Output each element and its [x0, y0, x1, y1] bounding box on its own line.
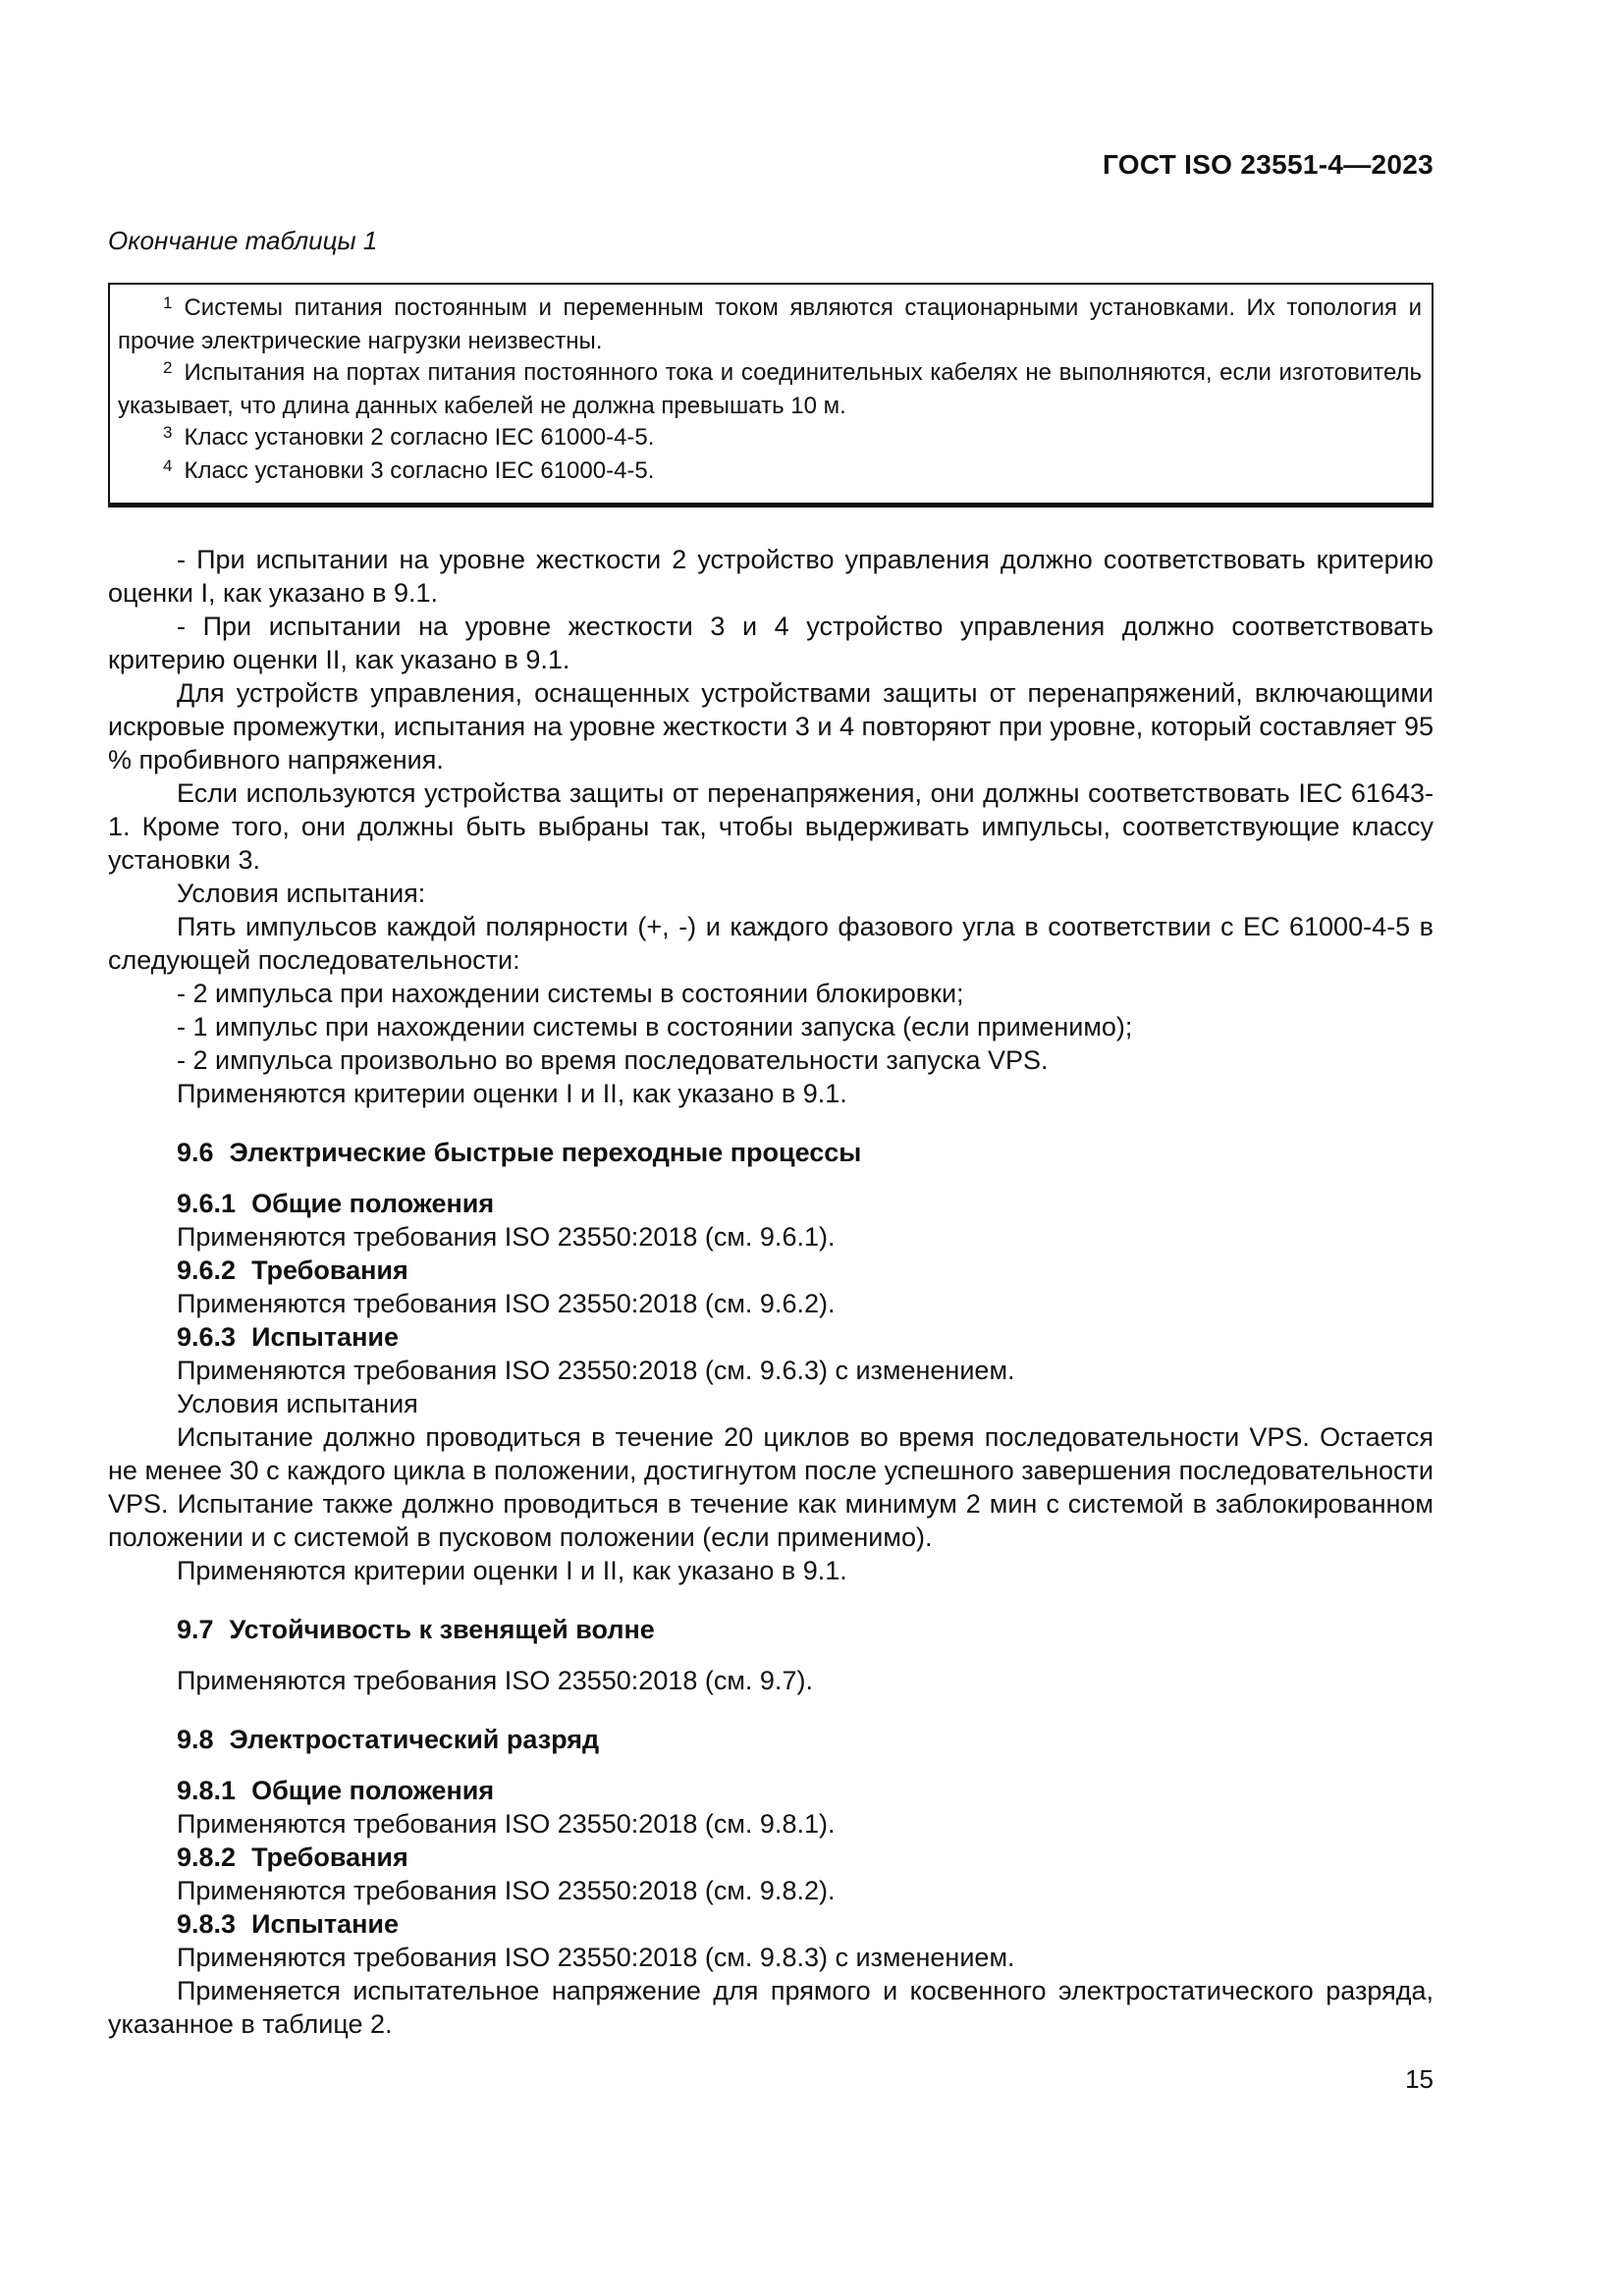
section-heading: [108, 1613, 1434, 1646]
heading-number: 9.6.3: [177, 1322, 237, 1352]
heading-title: Электрические быстрые переходные процессы: [229, 1138, 862, 1167]
document-code-header: ГОСТ ISO 23551-4—2023: [1102, 149, 1434, 180]
paragraph: Применяются требования ISO 23550:2018 (см. 9.7).: [177, 1666, 813, 1695]
paragraph: Для устройств управления, оснащенных устройствами защиты от перенапряжений, включающими искровые промежутки, испытания на уровне жесткости 3 и 4 повторяют при уровне, который составляет 95 % пробивного напряжения.: [108, 678, 1434, 774]
footnote-number: 4: [163, 456, 173, 475]
subsection-heading: [108, 1774, 1434, 1807]
subsection-heading: [108, 1841, 1434, 1874]
footnote-number: 1: [163, 294, 173, 312]
heading-number: 9.6: [177, 1138, 214, 1167]
paragraph: Применяется испытательное напряжение для прямого и косвенного электростатического разряда, указанное в таблице 2.: [108, 1976, 1434, 2039]
paragraph: Применяются требования ISO 23550:2018 (см. 9.8.1).: [177, 1809, 836, 1839]
heading-title: Общие положения: [251, 1189, 495, 1218]
table-footnote: [118, 422, 1422, 455]
paragraph: Применяются требования ISO 23550:2018 (см. 9.6.3) с изменением.: [177, 1356, 1015, 1385]
paragraph: - При испытании на уровне жесткости 2 устройство управления должно соответствовать критерию оценки I, как указано в 9.1.: [108, 545, 1434, 608]
paragraph: Применяются требования ISO 23550:2018 (см. 9.6.2).: [177, 1289, 836, 1318]
paragraph: Испытание должно проводиться в течение 20 циклов во время последовательности VPS. Остается не менее 30 с каждого цикла в положении, достигнутом после успешного завершения последовательности VPS. Испытание также должно проводиться в течение как минимум 2 мин с системой в заблокированном положении и с системой в пусковом положении (если применимо).: [108, 1422, 1434, 1552]
heading-title: Общие положения: [251, 1776, 495, 1805]
heading-number: 9.8: [177, 1725, 214, 1754]
table-footnote: [118, 455, 1422, 489]
table-footnote: [118, 293, 1422, 357]
heading-number: 9.6.2: [177, 1255, 237, 1285]
heading-title: Электростатический разряд: [229, 1725, 600, 1754]
paragraph: Применяются требования ISO 23550:2018 (см. 9.6.1).: [177, 1222, 836, 1252]
section-heading: [108, 1136, 1434, 1169]
table-footnote: [118, 357, 1422, 422]
paragraph: - 1 импульс при нахождении системы в состоянии запуска (если применимо);: [177, 1012, 1133, 1041]
paragraph: Применяются требования ISO 23550:2018 (см. 9.8.2).: [177, 1876, 836, 1905]
heading-title: Требования: [251, 1842, 408, 1872]
page-number: 15: [1405, 2064, 1434, 2094]
footnote-text: Системы питания постоянным и переменным током являются стационарными установками. Их топология и прочие электрические нагрузки неизвестны.: [118, 294, 1422, 354]
subsection-heading: [108, 1907, 1434, 1941]
paragraph: Применяются требования ISO 23550:2018 (см. 9.8.3) с изменением.: [177, 1943, 1015, 1972]
heading-number: 9.8.2: [177, 1842, 237, 1872]
paragraph: Условия испытания: [177, 1389, 418, 1418]
subsection-heading: [108, 1187, 1434, 1220]
heading-title: Устойчивость к звенящей волне: [229, 1615, 655, 1644]
section-heading: [108, 1723, 1434, 1756]
paragraph: Пять импульсов каждой полярности (+, -) и каждого фазового угла в соответствии с ЕС 61000-4-5 в следующей последовательности:: [108, 912, 1434, 975]
paragraph: Применяются критерии оценки I и II, как указано в 9.1.: [177, 1556, 847, 1585]
heading-title: Требования: [251, 1255, 408, 1285]
document-body: [108, 543, 1434, 2041]
paragraph: - 2 импульса при нахождении системы в состоянии блокировки;: [177, 979, 964, 1008]
footnote-text: Класс установки 3 согласно IEC 61000-4-5.: [184, 457, 655, 484]
table-continuation-caption: Окончание таблицы 1: [108, 226, 378, 255]
paragraph: Применяются критерии оценки I и II, как указано в 9.1.: [177, 1079, 847, 1108]
heading-number: 9.7: [177, 1615, 214, 1644]
footnote-number: 2: [163, 358, 173, 377]
heading-title: Испытание: [251, 1322, 400, 1352]
subsection-heading: [108, 1320, 1434, 1354]
heading-number: 9.6.1: [177, 1189, 237, 1218]
heading-number: 9.8.3: [177, 1909, 237, 1939]
heading-title: Испытание: [251, 1909, 400, 1939]
paragraph: - При испытании на уровне жесткости 3 и 4 устройство управления должно соответствовать критерию оценки II, как указано в 9.1.: [108, 612, 1434, 674]
table-footnotes-block: [108, 283, 1434, 507]
paragraph: Если используются устройства защиты от перенапряжения, они должны соответствовать IEC 61643-1. Кроме того, они должны быть выбраны так, чтобы выдерживать импульсы, соответствующие классу установки 3.: [108, 778, 1434, 875]
footnote-number: 3: [163, 423, 173, 442]
subsection-heading: [108, 1254, 1434, 1287]
heading-number: 9.8.1: [177, 1776, 237, 1805]
paragraph: Условия испытания:: [177, 879, 426, 908]
footnote-text: Класс установки 2 согласно IEC 61000-4-5.: [184, 424, 655, 451]
footnote-text: Испытания на портах питания постоянного тока и соединительных кабелях не выполняются, если изготовитель указывает, что длина данных кабелей не должна превышать 10 м.: [118, 359, 1422, 419]
paragraph: - 2 импульса произвольно во время последовательности запуска VPS.: [177, 1045, 1049, 1075]
